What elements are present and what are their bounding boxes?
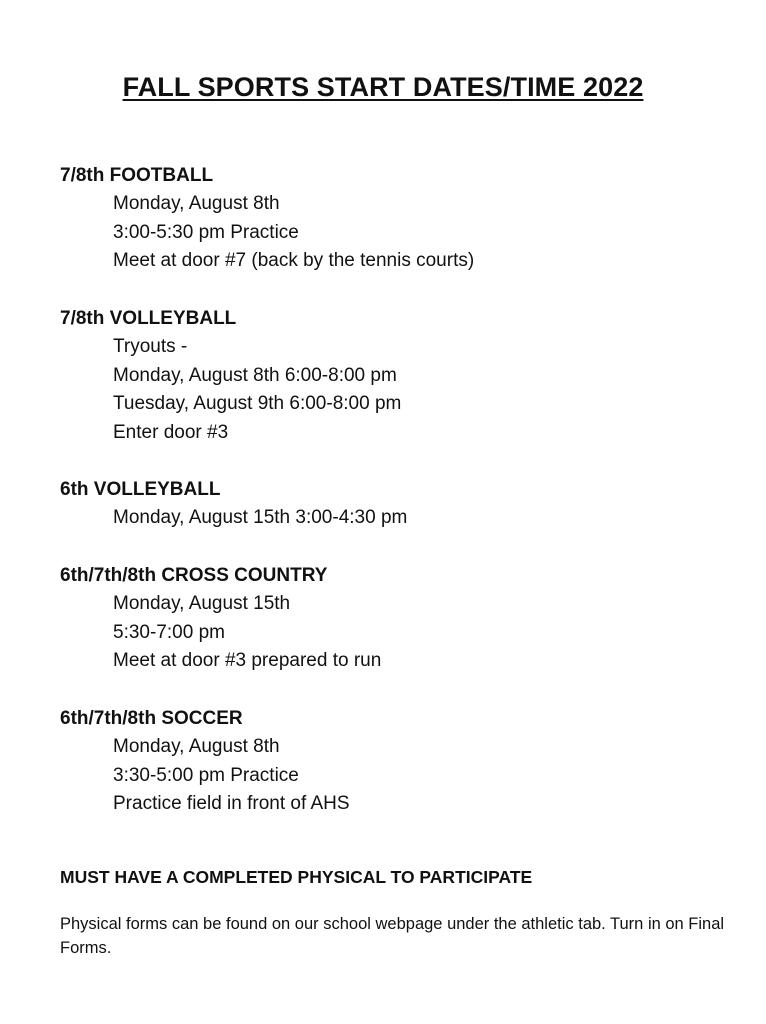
- detail-line: Practice field in front of AHS: [113, 793, 350, 814]
- section-details: [60, 504, 740, 533]
- section-heading: 6th/7th/8th SOCCER: [60, 708, 243, 729]
- detail-line: Monday, August 8th: [113, 193, 280, 214]
- page-title: FALL SPORTS START DATES/TIME 2022: [122, 72, 644, 102]
- section-cross-country: [60, 562, 740, 676]
- section-details: [60, 190, 740, 276]
- section-volleyball-6: [60, 476, 740, 533]
- section-football: [60, 162, 740, 276]
- detail-line: Monday, August 15th: [113, 593, 291, 614]
- detail-line: 5:30-7:00 pm: [113, 621, 225, 643]
- detail-line: Monday, August 15th 3:00-4:30 pm: [113, 507, 408, 528]
- section-heading: 7/8th VOLLEYBALL: [60, 308, 237, 329]
- section-volleyball-78: [60, 305, 740, 447]
- section-details: [60, 333, 740, 447]
- detail-line: Monday, August 8th 6:00-8:00 pm: [113, 364, 397, 386]
- section-details: [60, 733, 740, 819]
- section-heading: 6th/7th/8th CROSS COUNTRY: [60, 565, 328, 586]
- detail-line: 3:00-5:30 pm Practice: [113, 221, 299, 243]
- physical-requirement-notice: MUST HAVE A COMPLETED PHYSICAL TO PARTICIPATE: [60, 867, 533, 887]
- detail-line: Meet at door #7 (back by the tennis courts): [113, 250, 475, 271]
- section-heading: 7/8th FOOTBALL: [60, 165, 214, 186]
- detail-line: Tuesday, August 9th 6:00-8:00 pm: [113, 393, 402, 414]
- section-soccer: [60, 705, 740, 819]
- detail-line: 3:30-5:00 pm Practice: [113, 764, 299, 786]
- detail-line: Meet at door #3 prepared to run: [113, 650, 382, 671]
- detail-line: Tryouts -: [113, 336, 188, 357]
- detail-line: Enter door #3: [113, 421, 229, 443]
- detail-line: Monday, August 8th: [113, 736, 280, 757]
- section-heading: 6th VOLLEYBALL: [60, 479, 221, 500]
- section-details: [60, 590, 740, 676]
- physical-forms-info: Physical forms can be found on our school webpage under the athletic tab. Turn in on Final Forms.: [60, 915, 725, 957]
